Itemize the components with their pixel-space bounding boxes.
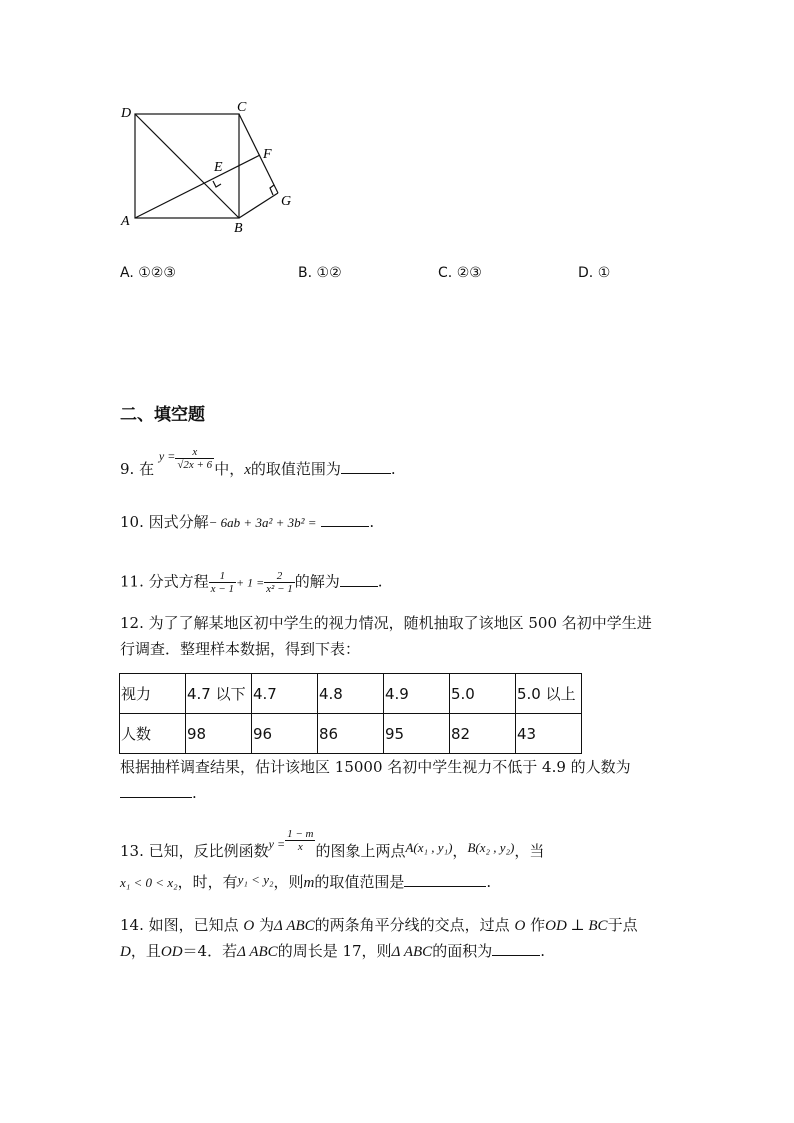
option-c: C. ②③	[438, 265, 482, 281]
table-cell: 4.8	[318, 674, 384, 714]
right-angle-g	[270, 185, 274, 195]
table-cell: 视力	[120, 674, 186, 714]
segment-bg	[239, 193, 278, 218]
right-angle-e	[213, 181, 221, 187]
option-d: D. ①	[578, 265, 611, 281]
table-row	[120, 674, 582, 714]
question-14-line2: D，且OD＝4．若Δ ABC的周长是 17，则Δ ABC的面积为 .	[120, 942, 545, 960]
question-12-line3: 根据抽样调查结果，估计该地区 15000 名初中学生视力不低于 4.9 的人数为	[120, 758, 631, 776]
table-cell: 86	[318, 714, 384, 754]
label-f: F	[263, 147, 272, 162]
table-cell: 43	[516, 714, 582, 754]
question-14-line1: 14. 如图，已知点 O 为Δ ABC的两条角平分线的交点，过点 O 作OD ⊥ BC于点	[120, 916, 638, 934]
question-13-line2: x₁ < 0 < x₂，时，有y₁ < y₂，则m的取值范围是 .	[120, 872, 492, 891]
segment-db	[135, 114, 239, 218]
option-a: A. ①②③	[120, 265, 176, 281]
table-cell: 98	[186, 714, 252, 754]
label-b: B	[234, 221, 243, 236]
label-a: A	[121, 214, 130, 229]
segment-af	[135, 155, 260, 218]
table-cell: 95	[384, 714, 450, 754]
table-cell: 5.0 以上	[516, 674, 582, 714]
table-row	[120, 714, 582, 754]
question-9: 9. 在 $^{y =}$ $\frac{x}{√2x + 6}$ 中，x的取值范围为 .	[120, 446, 396, 478]
table-cell: 96	[252, 714, 318, 754]
question-13-line1: 13. 已知，反比例函数$^{y =}$ $\frac{1 - m}{x}$ 的图象上两点A(x₁ , y₁)，B(x₂ , y₂)，当	[120, 828, 545, 860]
question-12-blank: .	[120, 782, 197, 804]
label-g: G	[281, 194, 292, 209]
table-cell: 4.7	[252, 674, 318, 714]
section-title: 二、填空题	[120, 405, 205, 425]
table-cell: 人数	[120, 714, 186, 754]
label-e: E	[214, 160, 223, 175]
segment-cg	[239, 114, 278, 193]
question-10: 10. 因式分解− 6ab + 3a² + 3b² = .	[120, 513, 375, 531]
table-cell: 5.0	[450, 674, 516, 714]
label-c: C	[237, 100, 247, 115]
table-cell: 4.9	[384, 674, 450, 714]
vision-table	[119, 673, 582, 754]
question-12-line2: 行调查．整理样本数据，得到下表：	[120, 640, 361, 658]
geometry-figure	[110, 95, 310, 240]
option-b: B. ①②	[298, 265, 342, 281]
label-d: D	[121, 106, 132, 121]
question-11: 11. 分式方程 $\frac{1}{x - 1}$ + 1 = $\frac{2}{\text{x² − 1}}$ 的解为 .	[120, 570, 383, 595]
question-12-line1: 12. 为了了解某地区初中学生的视力情况，随机抽取了该地区 500 名初中学生进	[120, 614, 652, 632]
table-cell: 4.7 以下	[186, 674, 252, 714]
table-cell: 82	[450, 714, 516, 754]
